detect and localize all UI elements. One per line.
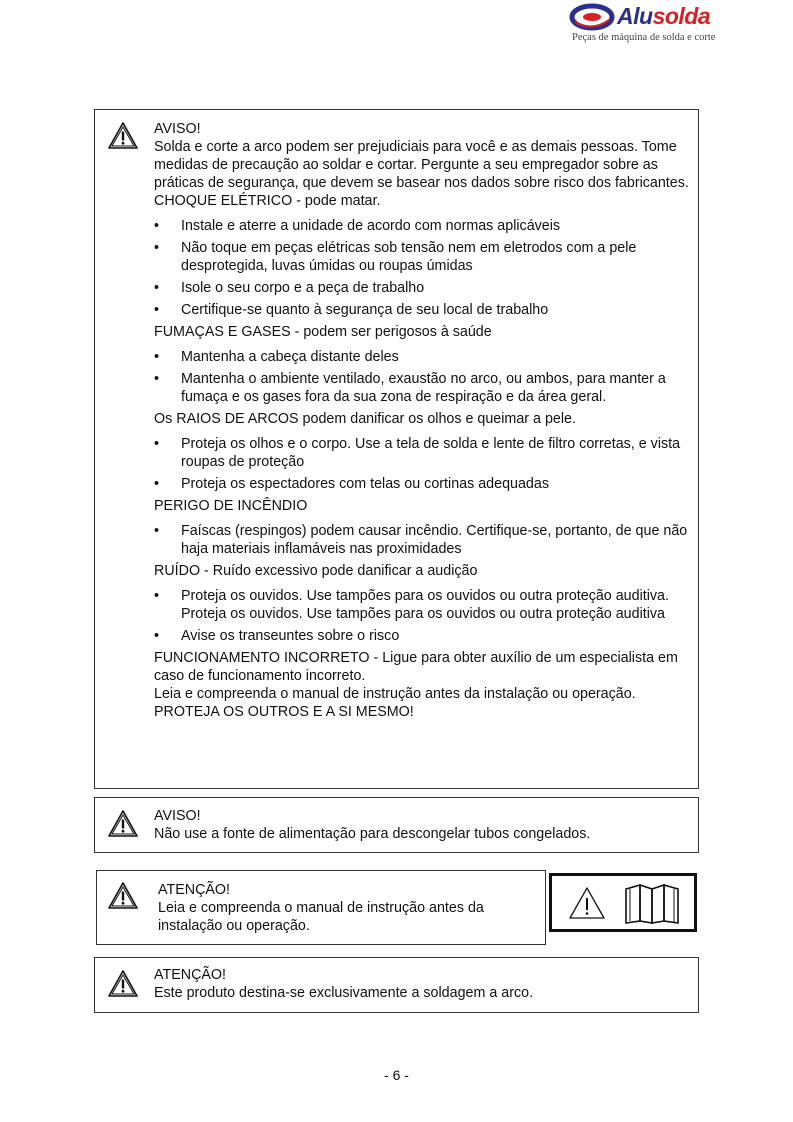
warning-triangle-icon xyxy=(107,969,139,998)
section-heading-arc-rays: Os RAIOS DE ARCOS podem danificar os olhos e queimar a pele. xyxy=(154,411,576,427)
closing-malfunction: FUNCIONAMENTO INCORRETO - Ligue para obter auxílio de um especialista em caso de funcionamento incorreto. xyxy=(154,650,678,684)
brand-swoosh-icon xyxy=(569,2,615,32)
warning-triangle-icon xyxy=(568,886,606,920)
symbols-box xyxy=(549,873,697,932)
warning-freeze-text: Não use a fonte de alimentação para descongelar tubos congelados. xyxy=(154,826,591,842)
section-heading-fire: PERIGO DE INCÊNDIO xyxy=(154,498,308,514)
list-arc-rays xyxy=(154,435,690,493)
attention-arc-text: Este produto destina-se exclusivamente a soldagem a arco. xyxy=(154,985,534,1001)
attention-manual-text: Leia e compreenda o manual de instrução antes da instalação ou operação. xyxy=(158,900,484,934)
list-fire xyxy=(154,522,690,558)
warning-box-freeze xyxy=(94,797,699,853)
list-item: • Mantenha a cabeça distante deles xyxy=(154,348,690,366)
warning-triangle-icon xyxy=(107,881,139,910)
manual-book-icon xyxy=(622,881,682,925)
list-noise xyxy=(154,587,690,645)
list-item: • Isole o seu corpo e a peça de trabalho xyxy=(154,279,690,297)
closing-protect: PROTEJA OS OUTROS E A SI MESMO! xyxy=(154,704,414,720)
page-number: - 6 - xyxy=(384,1067,409,1083)
section-heading-fumes: FUMAÇAS E GASES - podem ser perigosos à saúde xyxy=(154,324,492,340)
list-item: • Mantenha o ambiente ventilado, exaustão no arco, ou ambos, para manter a fumaça e os gases fora da sua zona de respiração e da área geral. xyxy=(154,370,690,406)
warning-main-content xyxy=(154,120,690,721)
list-item: • Proteja os espectadores com telas ou cortinas adequadas xyxy=(154,475,690,493)
list-item: • Faíscas (respingos) podem causar incêndio. Certifique-se, portanto, de que não haja materiais inflamáveis nas proximidades xyxy=(154,522,690,558)
list-electric xyxy=(154,217,690,319)
brand-tagline: Peças de máquina de solda e corte xyxy=(572,32,716,43)
list-item: • Instale e aterre a unidade de acordo com normas aplicáveis xyxy=(154,217,690,235)
brand-name: Alusolda xyxy=(617,3,711,29)
warning-box-main xyxy=(94,109,699,789)
closing-read-manual: Leia e compreenda o manual de instrução antes da instalação ou operação. xyxy=(154,686,636,702)
warning-freeze-content xyxy=(154,807,690,843)
warning-triangle-icon xyxy=(107,809,139,838)
list-item: • Proteja os olhos e o corpo. Use a tela de solda e lente de filtro corretas, e vista roupas de proteção xyxy=(154,435,690,471)
list-item: • Certifique-se quanto à segurança de seu local de trabalho xyxy=(154,301,690,319)
warning-main-title: AVISO! xyxy=(154,121,201,137)
warning-triangle-icon xyxy=(107,121,139,150)
list-fumes xyxy=(154,348,690,406)
list-item: • Não toque em peças elétricas sob tensão nem em eletrodos com a pele desprotegida, luvas úmidas ou roupas úmidas xyxy=(154,239,690,275)
attention-box-arc xyxy=(94,957,699,1013)
list-item: • Proteja os ouvidos. Use tampões para os ouvidos ou outra proteção auditiva. Proteja os ouvidos. Use tampões para os ouvidos ou outra proteção auditiva xyxy=(154,587,690,623)
warning-freeze-title: AVISO! xyxy=(154,808,201,824)
attention-box-manual xyxy=(96,870,546,945)
section-heading-noise: RUÍDO - Ruído excessivo pode danificar a audição xyxy=(154,563,478,579)
attention-arc-title: ATENÇÃO! xyxy=(154,967,227,983)
attention-arc-content xyxy=(154,966,690,1002)
attention-manual-content xyxy=(158,881,495,935)
section-heading-electric: CHOQUE ELÉTRICO - pode matar. xyxy=(154,193,381,209)
brand-logo xyxy=(565,0,735,48)
list-item: • Avise os transeuntes sobre o risco xyxy=(154,627,690,645)
attention-manual-title: ATENÇÃO! xyxy=(158,882,231,898)
warning-main-intro: Solda e corte a arco podem ser prejudiciais para você e as demais pessoas. Tome medidas de precaução ao soldar e cortar. Pergunte a seu empregador sobre as práticas de segurança, que devem se basear nos dados sobre risco dos fabricantes. xyxy=(154,139,689,191)
